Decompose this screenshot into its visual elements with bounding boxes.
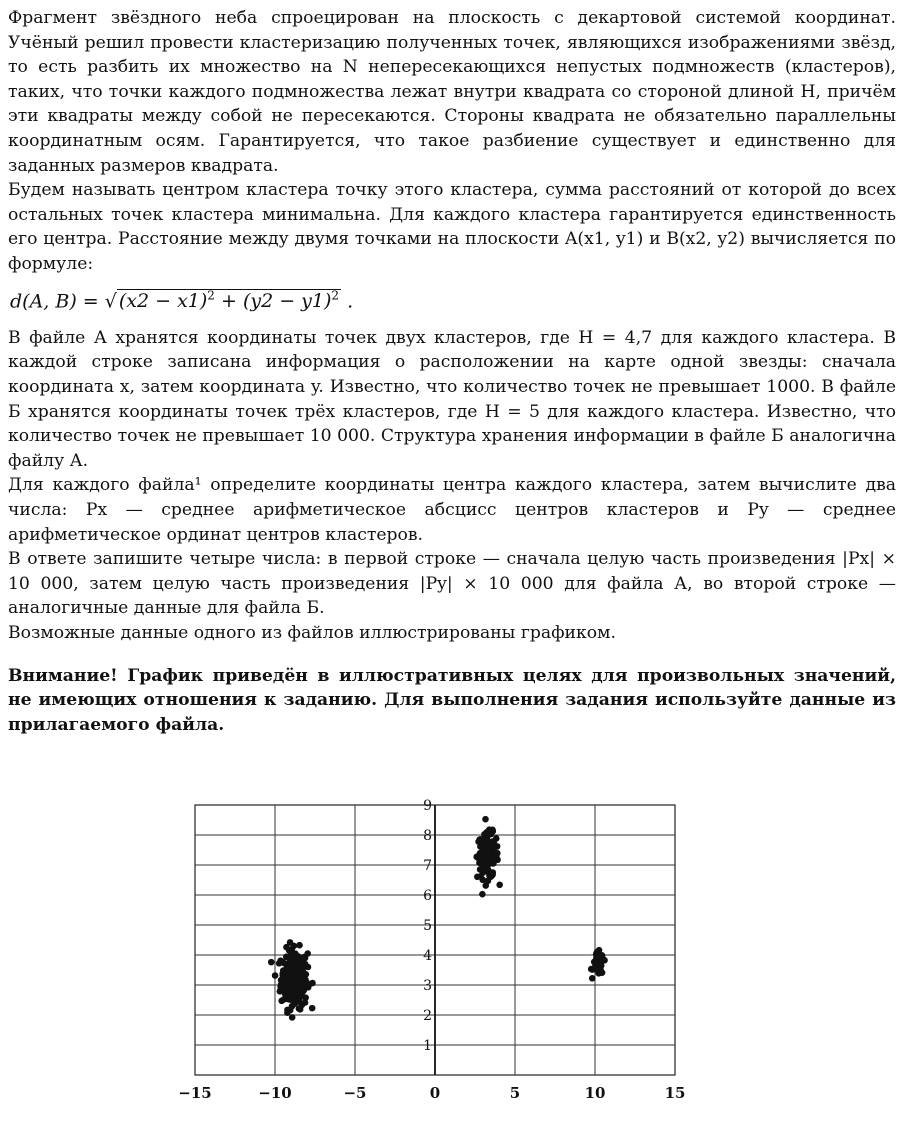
data-point — [278, 981, 285, 988]
paragraph-intro: Фрагмент звёздного неба спроецирован на плоскость с декартовой системой координат. Учёный решил провести кластеризацию полученных точек, являющихся изображениями звёзд, то есть разбить их множество на N непересекающихся непустых подмножеств (кластеров), таких, что точки каждого подмножества лежат внутри квадрата со стороной длиной H, причём эти квадраты между собой не пересекаются. Стороны квадрата не обязательно параллельны координатным осям. Гарантируется, что такое разбиение существует и единственно для заданных размеров квадрата. — [8, 8, 896, 176]
x-tick-label: 15 — [664, 1084, 686, 1102]
data-point — [302, 961, 309, 968]
data-point — [288, 996, 295, 1003]
paragraph-compute: Для каждого файла¹ определите координаты центра каждого кластера, затем вычислите два числа: Px — среднее арифметическое абсцисс центров кластеров и Py — среднее арифметическое ординат центров кластеров. — [8, 475, 896, 545]
data-point — [596, 947, 603, 954]
data-point — [286, 959, 293, 966]
formula-end: . — [341, 289, 354, 312]
data-point — [496, 882, 503, 889]
y-tick-label: 9 — [423, 798, 432, 814]
data-point — [289, 1014, 296, 1021]
scatter-chart — [160, 795, 700, 1110]
y-tick-label: 3 — [423, 978, 432, 994]
paragraph-center-definition: Будем называть центром кластера точку этого кластера, сумма расстояний от которой до всех остальных точек кластера минимальна. Для каждого кластера гарантируется единственность его центра. Расстояние между двумя точками на плоскости A(x1, y1) и B(x2, y2) вычисляется по формуле: — [8, 180, 896, 274]
paragraph-files: В файле А хранятся координаты точек двух кластеров, где H = 4,7 для каждого кластера. В каждой строке записана информация о расположении на карте одной звезды: сначала координата x, затем координата y. Известно, что количество точек не превышает 1000. В файле Б хранятся координаты точек трёх кластеров, где H = 5 для каждого кластера. Известно, что количество точек не превышает 10 000. Структура хранения информации в файле Б аналогична файлу А. — [8, 327, 896, 471]
data-point — [304, 950, 311, 957]
x-tick-label: 10 — [584, 1084, 606, 1102]
y-tick-label: 7 — [423, 858, 432, 874]
data-point — [309, 980, 316, 987]
y-tick-label: 2 — [423, 1008, 432, 1024]
formula-plus: + — [214, 289, 243, 312]
y-tick-label: 8 — [423, 828, 432, 844]
data-point — [268, 959, 275, 966]
x-tick-label: 0 — [429, 1084, 441, 1102]
paragraph-answer: В ответе запишите четыре числа: в первой строке — сначала целую часть произведения |Px| × 10 000, затем целую часть произведения |Py| × 10 000 для файла А, во второй строке — аналогичные данные для файла Б. — [8, 549, 896, 619]
formula-term-y: (y2 − y1) — [242, 289, 332, 312]
y-tick-label: 6 — [423, 888, 432, 904]
x-tick-label: −5 — [343, 1084, 367, 1102]
chart-points — [268, 816, 608, 1021]
data-point — [294, 981, 301, 988]
y-tick-label: 5 — [423, 918, 432, 934]
data-point — [297, 1006, 304, 1013]
formula-lhs: d(A, B) = — [10, 289, 105, 312]
chart-tick-labels — [178, 798, 685, 1102]
data-point — [477, 836, 484, 843]
y-tick-label: 4 — [423, 948, 432, 964]
y-tick-label: 1 — [423, 1038, 432, 1054]
distance-formula — [10, 281, 896, 316]
data-point — [283, 944, 290, 951]
data-point — [474, 874, 481, 881]
data-point — [302, 999, 309, 1006]
data-point — [482, 816, 489, 823]
data-point — [293, 990, 300, 997]
data-point — [302, 971, 309, 978]
data-point — [290, 953, 297, 960]
data-point — [477, 850, 484, 857]
x-tick-label: −15 — [178, 1084, 212, 1102]
task-text — [8, 6, 896, 737]
data-point — [593, 958, 600, 965]
radical-sign: √ — [104, 289, 117, 312]
data-point — [272, 972, 279, 979]
x-tick-label: −10 — [258, 1084, 292, 1102]
data-point — [487, 847, 494, 854]
data-point — [309, 1005, 316, 1012]
formula-term-x: (x2 − x1) — [118, 289, 208, 312]
data-point — [480, 869, 487, 876]
x-tick-label: 5 — [509, 1084, 521, 1102]
formula-exp-x: 2 — [207, 288, 215, 303]
data-point — [285, 975, 292, 982]
data-point — [296, 942, 303, 949]
formula-exp-y: 2 — [331, 288, 340, 303]
data-point — [482, 831, 489, 838]
data-point — [285, 990, 292, 997]
formula-radicand — [117, 289, 341, 312]
data-point — [479, 891, 486, 898]
data-point — [291, 943, 298, 950]
warning-note: Внимание! График приведён в иллюстративных целях для произвольных значений, не имеющих отношения к заданию. Для выполнения задания используйте данные из прилагаемого файла. — [8, 665, 896, 735]
data-point — [279, 958, 286, 965]
data-point — [287, 1007, 294, 1014]
data-point — [589, 975, 596, 982]
data-point — [482, 882, 489, 889]
data-point — [485, 861, 492, 868]
data-point — [489, 871, 496, 878]
paragraph-chart-note: Возможные данные одного из файлов иллюстрированы графиком. — [8, 622, 616, 643]
